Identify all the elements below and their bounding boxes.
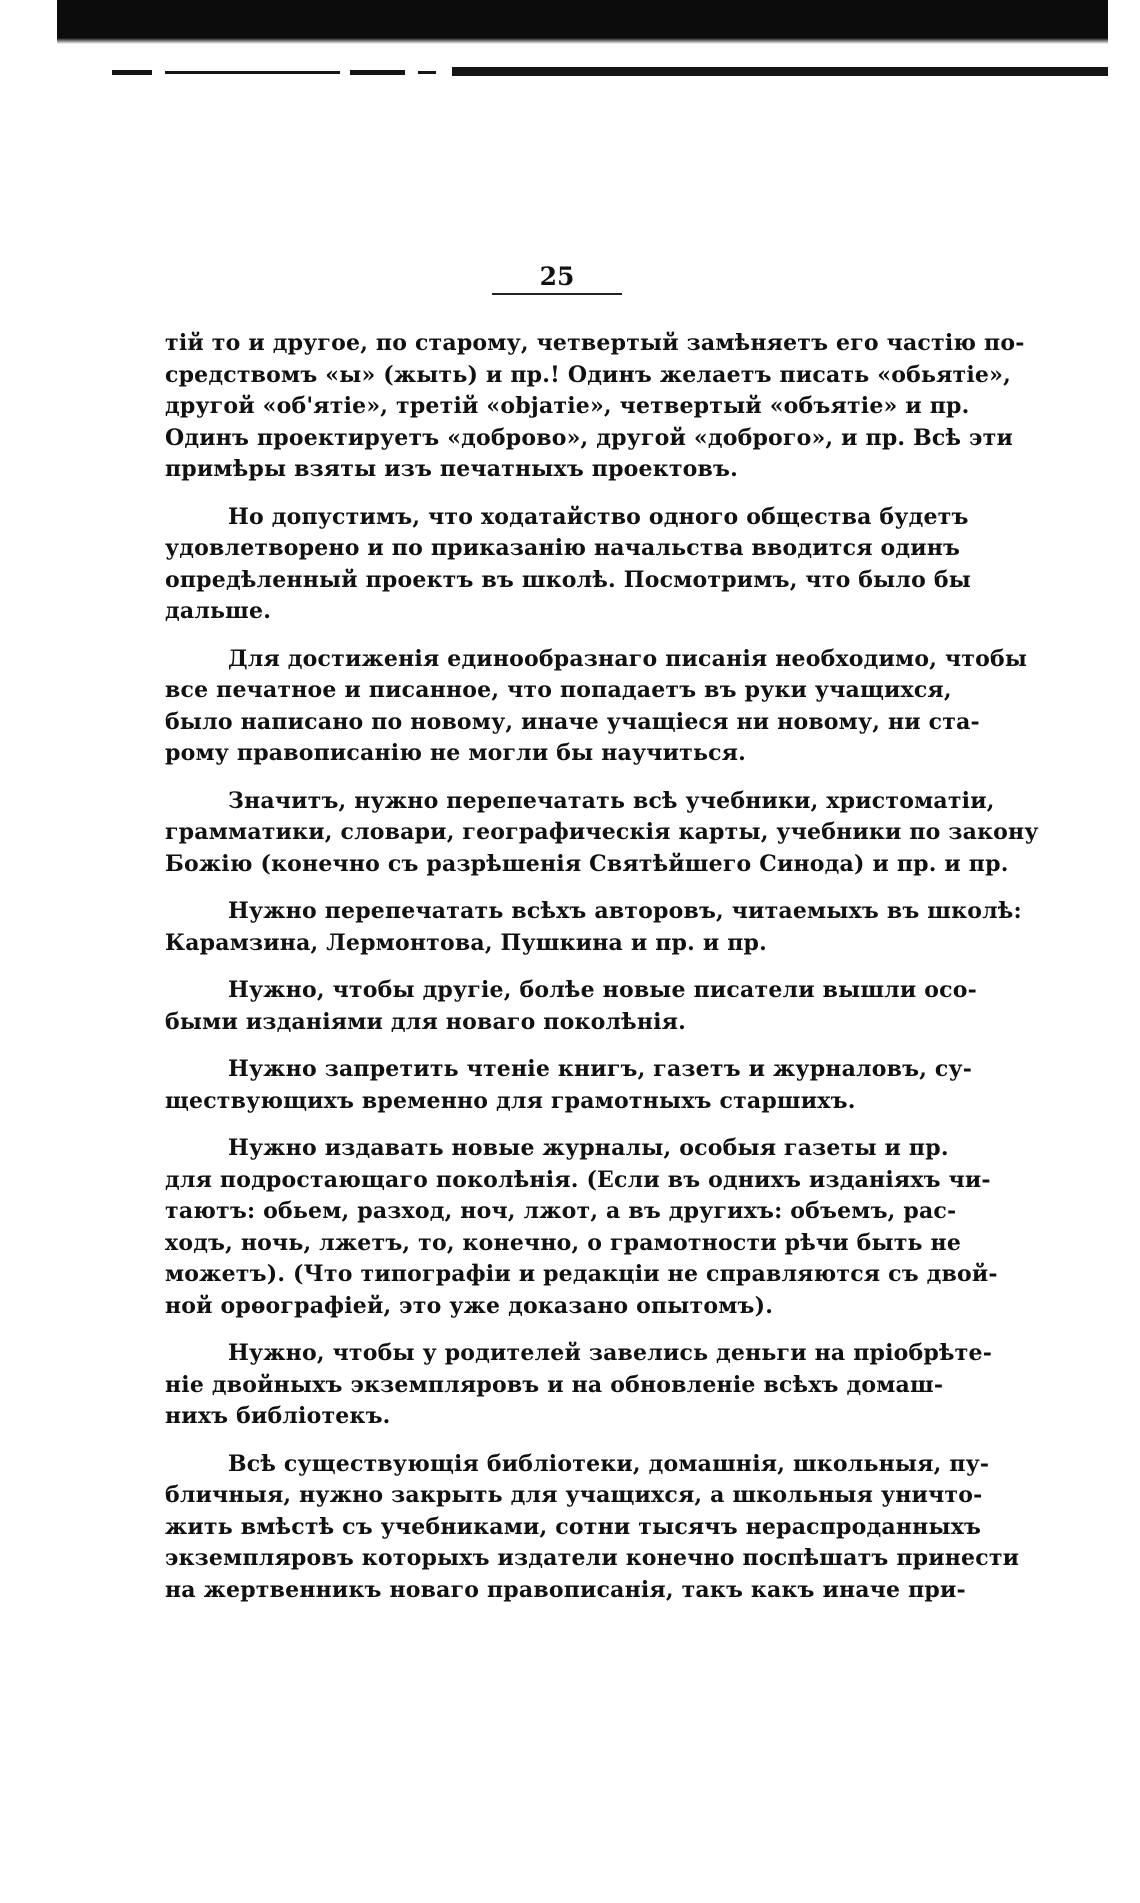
text-line: Но допустимъ, что ходатайство одного общества будетъ (228, 503, 969, 530)
text-line: таютъ: обьем, разход, ноч, лжот, а въ другихъ: объемъ, рас- (165, 1198, 957, 1224)
text-line: тій то и другое, по старому, четвертый замѣняетъ его частію по- (165, 330, 1025, 356)
scan-rule-fragment (452, 67, 1108, 76)
paragraph (165, 1338, 993, 1433)
text-line: Значитъ, нужно перепечатать всѣ учебники, христоматіи, (228, 787, 995, 814)
text-line: быми изданіями для новаго поколѣнія. (165, 1008, 686, 1035)
text-line: Нужно запретить чтеніе книгъ, газетъ и журналовъ, су- (228, 1056, 973, 1082)
paragraph (165, 328, 1025, 486)
text-line: Нужно, чтобы у родителей завелись деньги на пріобрѣте- (228, 1340, 993, 1366)
body-text (165, 328, 1039, 1622)
page-number: 25 (539, 262, 575, 291)
text-line: дальше. (165, 598, 272, 624)
paragraph (165, 975, 977, 1038)
text-line: Карамзина, Лермонтова, Пушкина и пр. и пр. (165, 929, 767, 956)
text-line: ніе двойныхъ экземпляровъ и на обновленіе всѣхъ домаш- (165, 1371, 944, 1398)
text-line: ходъ, ночь, лжетъ, то, конечно, о грамотности рѣчи быть не (165, 1229, 962, 1256)
text-line: ной орѳографіей, это уже доказано опытомъ). (165, 1292, 774, 1319)
paragraph (165, 1449, 1020, 1607)
text-line: Одинъ проектируетъ «доброво», другой «доброго», и пр. Всѣ эти (165, 424, 1013, 451)
text-line: экземпляровъ которыхъ издатели конечно поспѣшатъ принести (165, 1545, 1020, 1571)
paragraph (165, 644, 1028, 770)
paragraph (165, 502, 972, 628)
scan-rule-fragment (165, 71, 340, 74)
text-line: было написано по новому, иначе учащіеся ни новому, ни ста- (165, 708, 980, 735)
text-line: другой «об'ятіе», третій «objатіе», четвертый «объятіе» и пр. (165, 393, 970, 419)
text-line: бличныя, нужно закрыть для учащихся, а школьныя уничто- (165, 1482, 983, 1508)
text-line: опредѣленный проектъ въ школѣ. Посмотримъ, что было бы (165, 566, 972, 593)
scan-edge-top (57, 0, 1108, 38)
text-line: Божію (конечно съ разрѣшенія Святѣйшего Синода) и пр. и пр. (165, 850, 1009, 877)
paragraph (165, 786, 1039, 881)
paragraph (165, 896, 1022, 959)
scan-rule-fragment (418, 71, 436, 74)
text-line: можетъ). (Что типографіи и редакціи не справляются съ двой- (165, 1261, 998, 1287)
text-line: нихъ библіотекъ. (165, 1403, 391, 1429)
page-number-underline (492, 293, 622, 295)
text-line: Нужно, чтобы другіе, болѣе новые писатели вышли осо- (228, 977, 977, 1003)
text-line: жить вмѣстѣ съ учебниками, сотни тысячъ нераспроданныхъ (165, 1513, 982, 1540)
scan-rule-fragment (350, 70, 405, 75)
text-line: грамматики, словари, географическія карты, учебники по закону (165, 819, 1039, 845)
text-line: удовлетворено и по приказанію начальства вводится одинъ (165, 535, 961, 561)
text-line: рому правописанію не могли бы научиться. (165, 740, 746, 766)
scan-edge-shadow (57, 38, 1108, 44)
text-line: для подростающаго поколѣнія. (Если въ однихъ изданіяхъ чи- (165, 1166, 991, 1193)
text-line: Нужно перепечатать всѣхъ авторовъ, читаемыхъ въ школѣ: (228, 898, 1022, 924)
text-line: Всѣ существующія библіотеки, домашнія, школьныя, пу- (228, 1450, 990, 1477)
text-line: на жертвенникъ новаго правописанія, такъ какъ иначе при- (165, 1576, 966, 1603)
text-line: примѣры взяты изъ печатныхъ проектовъ. (165, 456, 738, 482)
text-line: ществующихъ временно для грамотныхъ старшихъ. (165, 1087, 856, 1114)
text-line: Нужно издавать новые журналы, особыя газеты и пр. (228, 1135, 949, 1161)
scan-rule-fragment (112, 70, 152, 75)
paragraph (165, 1133, 998, 1322)
text-line: средствомъ «ы» (жыть) и пр.! Одинъ желаетъ писать «обьятіе», (165, 361, 1011, 388)
text-line: все печатное и писанное, что попадаетъ въ руки учащихся, (165, 677, 952, 703)
paragraph (165, 1054, 973, 1117)
text-line: Для достиженія единообразнаго писанія необходимо, чтобы (228, 645, 1028, 672)
